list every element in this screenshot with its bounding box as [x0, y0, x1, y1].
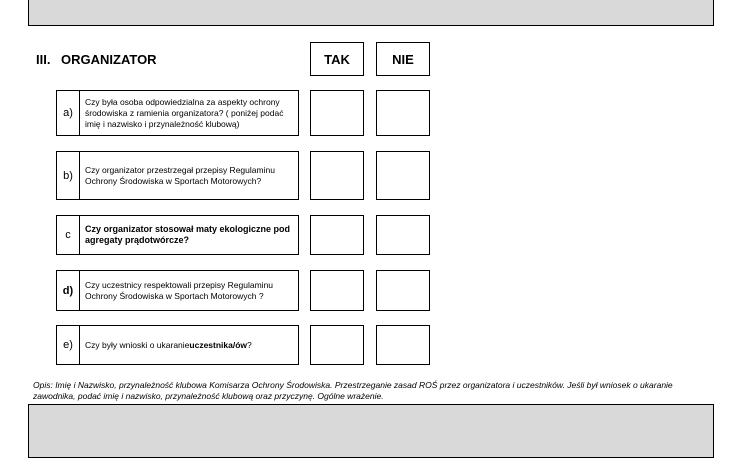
- answer-tak-checkbox[interactable]: [310, 215, 364, 255]
- top-comment-box: [28, 0, 714, 26]
- question-text: Czy była osoba odpowiedzialna za aspekty ochrony środowiska z ramienia organizatora? ( poniżej podać imię i nazwisko i przynależność klubową): [85, 96, 284, 129]
- question-letter: c: [57, 216, 80, 254]
- question-letter: d): [57, 271, 80, 310]
- answer-tak-checkbox[interactable]: [310, 151, 364, 200]
- question-row-a: [56, 90, 432, 136]
- question-text: Czy organizator przestrzegał przepisy Regulaminu Ochrony Środowiska w Sportach Motorowych?: [85, 164, 275, 186]
- answer-nie-checkbox[interactable]: [376, 90, 430, 136]
- answer-nie-checkbox[interactable]: [376, 325, 430, 365]
- column-header-tak: TAK: [310, 42, 364, 76]
- question-box: [56, 325, 299, 365]
- question-text-end: ?: [247, 339, 252, 350]
- answer-tak-checkbox[interactable]: [310, 90, 364, 136]
- question-letter: b): [57, 152, 80, 199]
- question-box: [56, 215, 299, 255]
- answer-tak-checkbox[interactable]: [310, 270, 364, 311]
- answer-nie-checkbox[interactable]: [376, 215, 430, 255]
- question-letter: e): [57, 326, 80, 364]
- answer-nie-checkbox[interactable]: [376, 151, 430, 200]
- question-text-bold: uczestnika/ów: [189, 339, 248, 350]
- question-box: [56, 270, 299, 311]
- column-header-nie: NIE: [376, 42, 430, 76]
- question-row-e: [56, 325, 432, 365]
- question-row-c: [56, 215, 432, 255]
- question-row-d: [56, 270, 432, 311]
- question-row-b: [56, 151, 432, 200]
- answer-tak-checkbox[interactable]: [310, 325, 364, 365]
- question-text: Czy organizator stosował maty ekologiczne pod agregaty prądotwórcze?: [85, 224, 291, 245]
- description-note: Opis: Imię i Nazwisko, przynależność klubowa Komisarza Ochrony Środowiska. Przestrzeganie zasad ROŚ przez organizatora i uczestników. Jeśli był wniosek o ukaranie zawodnika, podać imię i nazwisko, przynależność klubową oraz przyczynę. Ogólne wrażenie.: [33, 380, 673, 401]
- question-text: [80, 326, 256, 364]
- question-box: [56, 151, 299, 200]
- question-text-plain: Czy były wnioski o ukaranie: [85, 339, 190, 350]
- section-number: III.: [36, 52, 51, 67]
- comment-textbox[interactable]: [28, 404, 714, 458]
- question-text: Czy uczestnicy respektowali przepisy Regulaminu Ochrony Środowiska w Sportach Motorowych ?: [85, 279, 274, 301]
- section-title: ORGANIZATOR: [61, 52, 157, 67]
- question-box: [56, 90, 299, 136]
- question-letter: a): [57, 91, 80, 135]
- answer-nie-checkbox[interactable]: [376, 270, 430, 311]
